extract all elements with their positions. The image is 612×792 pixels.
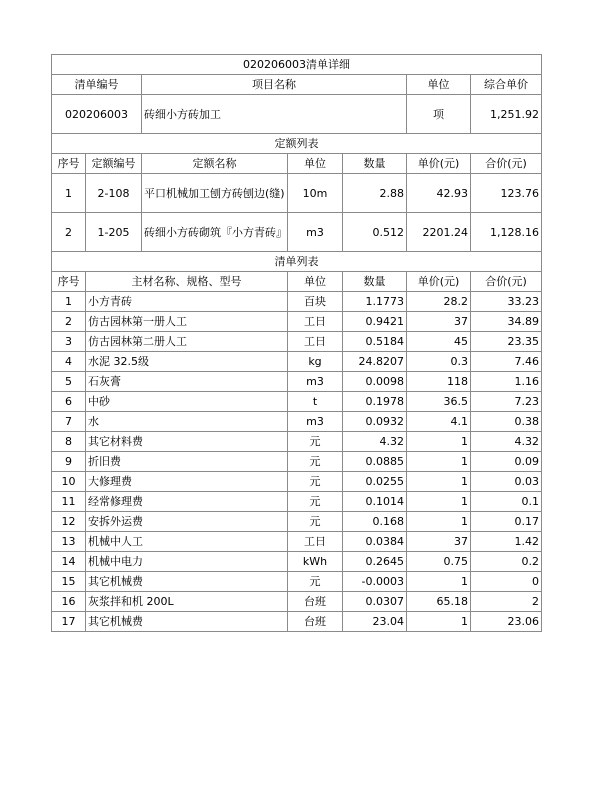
item-price: 1,251.92: [471, 95, 542, 134]
quota-qty-header: 数量: [343, 154, 407, 174]
list-unit: m3: [288, 412, 343, 432]
list-total: 33.23: [471, 292, 542, 312]
list-qty: 0.2645: [343, 552, 407, 572]
list-name: 经常修理费: [86, 492, 288, 512]
quota-code: 2-108: [86, 174, 142, 213]
list-row: [52, 452, 542, 472]
list-seq: 14: [52, 552, 86, 572]
quota-row: [52, 213, 542, 252]
list-total: 0.09: [471, 452, 542, 472]
list-unit: 工日: [288, 332, 343, 352]
list-qty: 4.32: [343, 432, 407, 452]
list-name: 其它材料费: [86, 432, 288, 452]
list-seq: 12: [52, 512, 86, 532]
list-name: 水泥 32.5级: [86, 352, 288, 372]
list-row: [52, 472, 542, 492]
bill-detail-table: [51, 54, 542, 632]
list-price: 1: [407, 612, 471, 632]
list-row: [52, 572, 542, 592]
list-seq: 11: [52, 492, 86, 512]
list-unit: 百块: [288, 292, 343, 312]
list-seq: 8: [52, 432, 86, 452]
quota-price: 42.93: [407, 174, 471, 213]
list-qty: 0.0255: [343, 472, 407, 492]
list-seq: 15: [52, 572, 86, 592]
list-qty: 0.0932: [343, 412, 407, 432]
item-unit: 项: [407, 95, 471, 134]
list-row: [52, 532, 542, 552]
list-name: 中砂: [86, 392, 288, 412]
list-row: [52, 352, 542, 372]
list-name: 水: [86, 412, 288, 432]
list-row: [52, 612, 542, 632]
list-qty: -0.0003: [343, 572, 407, 592]
list-row: [52, 552, 542, 572]
list-total: 0.1: [471, 492, 542, 512]
quota-price-header: 单价(元): [407, 154, 471, 174]
list-total: 0: [471, 572, 542, 592]
quota-price: 2201.24: [407, 213, 471, 252]
list-qty: 0.0384: [343, 532, 407, 552]
list-unit: 元: [288, 492, 343, 512]
list-price: 45: [407, 332, 471, 352]
list-qty: 0.168: [343, 512, 407, 532]
list-unit: 元: [288, 572, 343, 592]
quota-code-header: 定额编号: [86, 154, 142, 174]
list-row: [52, 372, 542, 392]
list-total: 7.46: [471, 352, 542, 372]
quota-total-header: 合价(元): [471, 154, 542, 174]
quota-name-header: 定额名称: [142, 154, 288, 174]
table-title: 020206003清单详细: [52, 55, 542, 75]
list-qty: 23.04: [343, 612, 407, 632]
item-price-header: 综合单价: [471, 75, 542, 95]
quota-unit-header: 单位: [288, 154, 343, 174]
list-price: 28.2: [407, 292, 471, 312]
list-unit: 台班: [288, 592, 343, 612]
list-price: 0.75: [407, 552, 471, 572]
list-row: [52, 392, 542, 412]
list-price: 1: [407, 452, 471, 472]
list-unit: 工日: [288, 532, 343, 552]
list-seq: 16: [52, 592, 86, 612]
list-seq: 2: [52, 312, 86, 332]
list-total: 23.06: [471, 612, 542, 632]
list-row: [52, 512, 542, 532]
item-code-header: 清单编号: [52, 75, 142, 95]
list-total: 0.38: [471, 412, 542, 432]
list-name: 仿古园林第二册人工: [86, 332, 288, 352]
list-name: 其它机械费: [86, 612, 288, 632]
list-price: 1: [407, 432, 471, 452]
list-total: 4.32: [471, 432, 542, 452]
quota-total: 1,128.16: [471, 213, 542, 252]
list-total: 0.17: [471, 512, 542, 532]
list-seq: 5: [52, 372, 86, 392]
quota-unit: m3: [288, 213, 343, 252]
list-name: 安拆外运费: [86, 512, 288, 532]
quota-name: 砖细小方砖砌筑『小方青砖』: [142, 213, 288, 252]
list-qty: 0.0885: [343, 452, 407, 472]
list-seq: 7: [52, 412, 86, 432]
list-unit: m3: [288, 372, 343, 392]
list-total-header: 合价(元): [471, 272, 542, 292]
list-price: 118: [407, 372, 471, 392]
list-name: 小方青砖: [86, 292, 288, 312]
quota-seq: 1: [52, 174, 86, 213]
item-code: 020206003: [52, 95, 142, 134]
list-name: 仿古园林第一册人工: [86, 312, 288, 332]
list-price: 1: [407, 492, 471, 512]
list-total: 1.16: [471, 372, 542, 392]
list-price: 4.1: [407, 412, 471, 432]
list-name: 折旧费: [86, 452, 288, 472]
list-seq: 4: [52, 352, 86, 372]
quota-section-title: 定额列表: [52, 134, 542, 154]
quota-seq-header: 序号: [52, 154, 86, 174]
list-qty: 0.1014: [343, 492, 407, 512]
list-name: 灰浆拌和机 200L: [86, 592, 288, 612]
list-row: [52, 292, 542, 312]
list-qty: 0.1978: [343, 392, 407, 412]
list-unit: 工日: [288, 312, 343, 332]
quota-row: [52, 174, 542, 213]
list-unit: 元: [288, 512, 343, 532]
list-price: 1: [407, 472, 471, 492]
list-row: [52, 432, 542, 452]
quota-total: 123.76: [471, 174, 542, 213]
list-total: 0.2: [471, 552, 542, 572]
list-total: 7.23: [471, 392, 542, 412]
list-seq: 3: [52, 332, 86, 352]
list-name: 机械中人工: [86, 532, 288, 552]
list-unit: 元: [288, 452, 343, 472]
list-row: [52, 592, 542, 612]
item-name: 砖细小方砖加工: [142, 95, 407, 134]
list-price: 1: [407, 572, 471, 592]
list-price: 36.5: [407, 392, 471, 412]
item-unit-header: 单位: [407, 75, 471, 95]
list-total: 34.89: [471, 312, 542, 332]
list-unit-header: 单位: [288, 272, 343, 292]
list-qty: 0.5184: [343, 332, 407, 352]
quota-name: 平口机械加工刨方砖刨边(缝): [142, 174, 288, 213]
list-total: 0.03: [471, 472, 542, 492]
list-row: [52, 332, 542, 352]
list-seq: 1: [52, 292, 86, 312]
list-name: 机械中电力: [86, 552, 288, 572]
quota-qty: 2.88: [343, 174, 407, 213]
list-qty: 1.1773: [343, 292, 407, 312]
list-unit: 台班: [288, 612, 343, 632]
list-price: 0.3: [407, 352, 471, 372]
list-row: [52, 412, 542, 432]
list-row: [52, 492, 542, 512]
list-unit: kWh: [288, 552, 343, 572]
list-seq-header: 序号: [52, 272, 86, 292]
list-seq: 6: [52, 392, 86, 412]
list-qty: 0.0307: [343, 592, 407, 612]
list-price-header: 单价(元): [407, 272, 471, 292]
quota-qty: 0.512: [343, 213, 407, 252]
list-total: 23.35: [471, 332, 542, 352]
list-unit: t: [288, 392, 343, 412]
list-price: 37: [407, 312, 471, 332]
list-name: 大修理费: [86, 472, 288, 492]
list-name-header: 主材名称、规格、型号: [86, 272, 288, 292]
list-name: 石灰膏: [86, 372, 288, 392]
list-section-title: 清单列表: [52, 252, 542, 272]
list-qty: 0.9421: [343, 312, 407, 332]
list-row: [52, 312, 542, 332]
item-name-header: 项目名称: [142, 75, 407, 95]
list-name: 其它机械费: [86, 572, 288, 592]
list-seq: 13: [52, 532, 86, 552]
list-seq: 9: [52, 452, 86, 472]
list-price: 1: [407, 512, 471, 532]
list-unit: 元: [288, 432, 343, 452]
quota-seq: 2: [52, 213, 86, 252]
list-unit: 元: [288, 472, 343, 492]
list-total: 1.42: [471, 532, 542, 552]
list-seq: 10: [52, 472, 86, 492]
list-price: 37: [407, 532, 471, 552]
list-qty: 24.8207: [343, 352, 407, 372]
quota-code: 1-205: [86, 213, 142, 252]
list-qty: 0.0098: [343, 372, 407, 392]
list-unit: kg: [288, 352, 343, 372]
quota-unit: 10m: [288, 174, 343, 213]
list-seq: 17: [52, 612, 86, 632]
list-total: 2: [471, 592, 542, 612]
list-qty-header: 数量: [343, 272, 407, 292]
list-price: 65.18: [407, 592, 471, 612]
